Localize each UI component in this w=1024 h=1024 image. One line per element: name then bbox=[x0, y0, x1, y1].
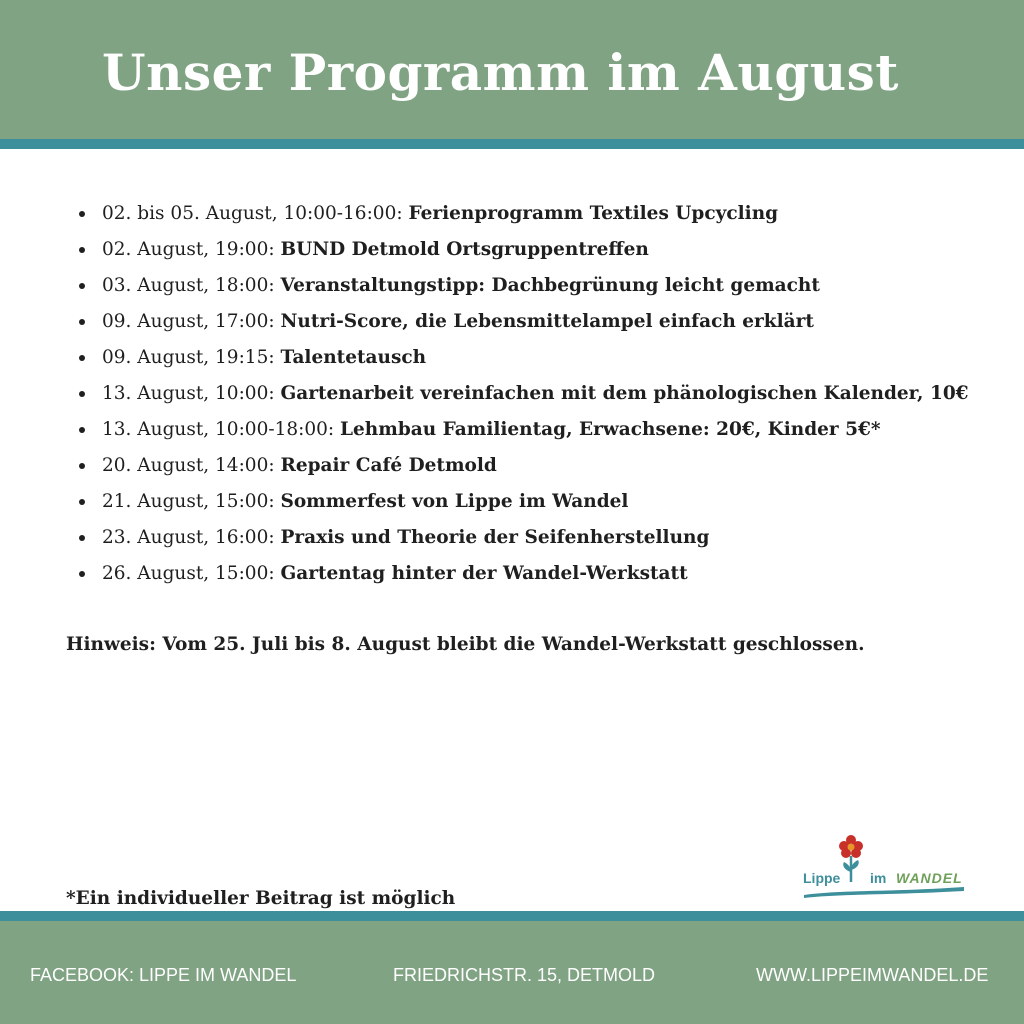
event-title: Praxis und Theorie der Seifenherstellung bbox=[280, 527, 710, 548]
event-date-time: 02. August, 19:00: bbox=[102, 239, 281, 260]
event-title: Veranstaltungstipp: Dachbegrünung leicht gemacht bbox=[280, 275, 820, 296]
event-date-time: 13. August, 10:00: bbox=[102, 383, 281, 404]
event-title: Ferienprogramm Textiles Upcycling bbox=[408, 203, 779, 224]
bullet-icon bbox=[79, 499, 85, 505]
logo-text-lippe: Lippe bbox=[803, 870, 841, 886]
bullet-icon bbox=[79, 211, 85, 217]
event-item bbox=[74, 376, 1014, 412]
footer-banner bbox=[0, 921, 1024, 1024]
event-item bbox=[74, 232, 1014, 268]
footer-facebook: FACEBOOK: LIPPE IM WANDEL bbox=[30, 965, 297, 985]
event-date-time: 02. bis 05. August, 10:00-16:00: bbox=[102, 203, 409, 224]
event-item bbox=[74, 340, 1014, 376]
event-title: Gartenarbeit vereinfachen mit dem phänologischen Kalender, 10€ bbox=[280, 383, 969, 404]
bullet-icon bbox=[79, 247, 85, 253]
footer-divider bbox=[0, 911, 1024, 921]
event-title: Repair Café Detmold bbox=[280, 455, 497, 476]
header-divider bbox=[0, 139, 1024, 149]
event-list bbox=[74, 196, 1014, 592]
bullet-icon bbox=[79, 463, 85, 469]
event-item bbox=[74, 412, 1014, 448]
event-title: BUND Detmold Ortsgruppentreffen bbox=[280, 239, 649, 260]
event-item bbox=[74, 448, 1014, 484]
header-banner bbox=[0, 0, 1024, 139]
event-item bbox=[74, 520, 1014, 556]
event-title: Lehmbau Familientag, Erwachsene: 20€, Kinder 5€* bbox=[340, 419, 881, 440]
bullet-icon bbox=[79, 535, 85, 541]
page-title: Unser Programm im August bbox=[102, 43, 899, 102]
event-item bbox=[74, 196, 1014, 232]
event-date-time: 21. August, 15:00: bbox=[102, 491, 281, 512]
event-item bbox=[74, 556, 1014, 592]
event-title: Nutri-Score, die Lebensmittelampel einfach erklärt bbox=[280, 311, 814, 332]
event-date-time: 13. August, 10:00-18:00: bbox=[102, 419, 341, 440]
bullet-icon bbox=[79, 355, 85, 361]
event-title: Gartentag hinter der Wandel-Werkstatt bbox=[280, 563, 688, 584]
bullet-icon bbox=[79, 427, 85, 433]
event-date-time: 20. August, 14:00: bbox=[102, 455, 281, 476]
bullet-icon bbox=[79, 319, 85, 325]
logo-text-im: im bbox=[870, 870, 887, 886]
footer-address: FRIEDRICHSTR. 15, DETMOLD bbox=[393, 965, 656, 985]
footnote: *Ein individueller Beitrag ist möglich bbox=[66, 888, 456, 909]
event-item bbox=[74, 268, 1014, 304]
event-date-time: 03. August, 18:00: bbox=[102, 275, 281, 296]
bullet-icon bbox=[79, 283, 85, 289]
logo-text-wandel: WANDEL bbox=[896, 870, 963, 886]
event-date-time: 26. August, 15:00: bbox=[102, 563, 281, 584]
event-date-time: 23. August, 16:00: bbox=[102, 527, 281, 548]
flower-icon bbox=[800, 832, 970, 902]
event-date-time: 09. August, 17:00: bbox=[102, 311, 281, 332]
lippe-im-wandel-logo bbox=[800, 832, 970, 902]
footer-website: WWW.LIPPEIMWANDEL.DE bbox=[756, 965, 989, 985]
event-item bbox=[74, 304, 1014, 340]
event-title: Talentetausch bbox=[280, 347, 427, 368]
closure-note: Hinweis: Vom 25. Juli bis 8. August bleibt die Wandel-Werkstatt geschlossen. bbox=[66, 634, 865, 655]
event-title: Sommerfest von Lippe im Wandel bbox=[280, 491, 629, 512]
event-date-time: 09. August, 19:15: bbox=[102, 347, 281, 368]
bullet-icon bbox=[79, 391, 85, 397]
bullet-icon bbox=[79, 571, 85, 577]
event-item bbox=[74, 484, 1014, 520]
